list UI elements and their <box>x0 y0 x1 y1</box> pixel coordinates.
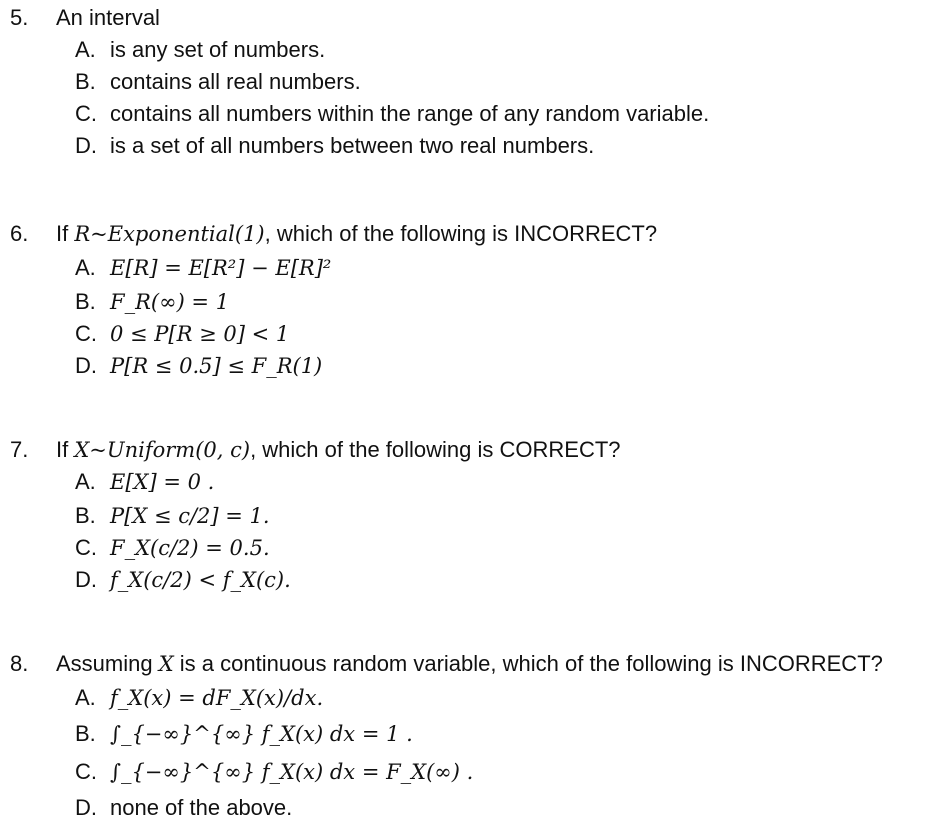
q5-option-c-text: contains all numbers within the range of any random variable. <box>110 101 710 126</box>
q6-option-a-text: E[R] = E[R²] − E[R]² <box>110 256 332 280</box>
q5-option-d-letter: D. <box>75 133 97 158</box>
question-5-stem: An interval <box>56 5 160 30</box>
q8-option-d-text: none of the above. <box>110 795 293 820</box>
question-7-stem: If X~Uniform(0, c), which of the following is CORRECT? <box>56 437 621 462</box>
question-6-stem: If R~Exponential(1), which of the following is INCORRECT? <box>56 221 658 246</box>
q7-option-c-text: F_X(c/2) = 0.5. <box>110 536 270 560</box>
q6-option-b-letter: B. <box>75 289 96 314</box>
q5-option-c-letter: C. <box>75 101 97 126</box>
q6-option-c-letter: C. <box>75 321 97 346</box>
q5-option-a-text: is any set of numbers. <box>110 37 326 62</box>
q8-option-b-text: ∫_{−∞}^{∞} f_X(x) dx = 1 . <box>110 722 413 746</box>
q8-option-c-text: ∫_{−∞}^{∞} f_X(x) dx = F_X(∞) . <box>110 760 474 784</box>
q7-option-b-text: P[X ≤ c/2] = 1. <box>110 504 270 528</box>
q8-stem-math: X <box>158 652 174 676</box>
question-6-number: 6. <box>10 221 29 246</box>
q6-stem-math: R~Exponential(1) <box>74 222 265 246</box>
q7-option-a-text: E[X] = 0 . <box>110 470 215 494</box>
q8-option-b-letter: B. <box>75 721 96 746</box>
q7-option-d-text: f_X(c/2) < f_X(c). <box>110 568 291 592</box>
q6-option-b-text: F_R(∞) = 1 <box>110 290 230 314</box>
q6-option-d-text: P[R ≤ 0.5] ≤ F_R(1) <box>110 354 323 378</box>
question-8-number: 8. <box>10 651 29 676</box>
q5-option-b-text: contains all real numbers. <box>110 69 361 94</box>
q8-option-c-letter: C. <box>75 759 97 784</box>
q5-option-a-letter: A. <box>75 37 96 62</box>
q5-option-d-text: is a set of all numbers between two real numbers. <box>110 133 595 158</box>
q7-stem-math: X~Uniform(0, c) <box>74 438 251 462</box>
q5-option-b-letter: B. <box>75 69 96 94</box>
q7-option-d-letter: D. <box>75 567 97 592</box>
q7-option-b-letter: B. <box>75 503 96 528</box>
question-5-number: 5. <box>10 5 29 30</box>
q8-option-a-letter: A. <box>75 685 96 710</box>
q7-option-c-letter: C. <box>75 535 97 560</box>
q7-option-a-letter: A. <box>75 469 96 494</box>
q8-option-d-letter: D. <box>75 795 97 820</box>
q6-option-c-text: 0 ≤ P[R ≥ 0] < 1 <box>110 322 290 346</box>
question-8-stem: Assuming X is a continuous random variable, which of the following is INCORRECT? <box>56 651 883 676</box>
question-7-number: 7. <box>10 437 29 462</box>
q8-option-a-text: f_X(x) = dF_X(x)/dx. <box>110 686 324 710</box>
q6-option-a-letter: A. <box>75 255 96 280</box>
q6-option-d-letter: D. <box>75 353 97 378</box>
